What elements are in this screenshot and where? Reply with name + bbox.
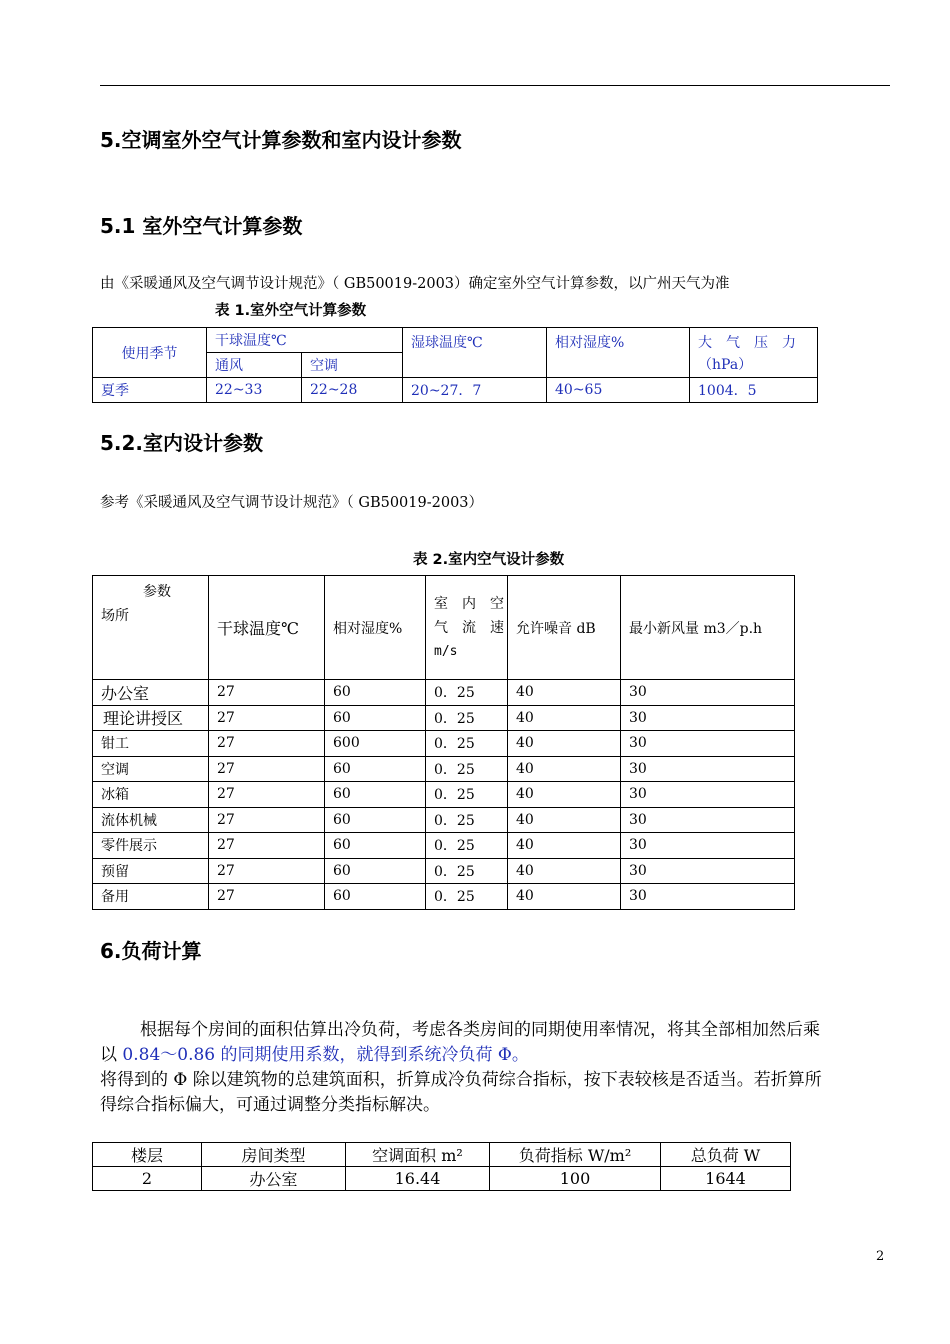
table-2-indoor-params	[92, 575, 795, 910]
cell-rh: 60	[325, 858, 426, 884]
cell-rh: 600	[325, 731, 426, 757]
cell-rh: 60	[325, 782, 426, 808]
table-row	[93, 807, 795, 833]
cell-air: 30	[621, 807, 795, 833]
header-dry-bulb: 干球温度℃	[209, 576, 325, 680]
cell-air: 30	[621, 833, 795, 859]
header-ac-area: 空调面积 m²	[346, 1143, 490, 1167]
header-airspeed-unit: m/s	[434, 643, 458, 659]
table-2-caption: 表 2.室内空气设计参数	[413, 552, 565, 568]
table-row	[93, 731, 795, 757]
cell-place: 空调	[93, 756, 209, 782]
cell-speed: 0．25	[426, 731, 508, 757]
cell-noise: 40	[508, 858, 621, 884]
cell-air: 30	[621, 680, 795, 706]
cell-noise: 40	[508, 807, 621, 833]
table-row	[93, 378, 818, 403]
section-6-p1-line2	[100, 1043, 890, 1068]
cell-temp: 27	[209, 858, 325, 884]
cell-place: 零件展示	[93, 833, 209, 859]
cell-ventilation: 22~33	[207, 378, 302, 403]
table-1-caption: 表 1.室外空气计算参数	[215, 303, 367, 319]
section-6-title: 6.负荷计算	[100, 939, 202, 963]
cell-temp: 27	[209, 807, 325, 833]
header-dry-bulb: 干球温度℃	[207, 328, 403, 353]
cell-noise: 40	[508, 756, 621, 782]
header-pressure-line2: （hPa）	[698, 357, 753, 373]
header-room-type: 房间类型	[202, 1143, 346, 1167]
cell-temp: 27	[209, 731, 325, 757]
cell-floor: 2	[93, 1167, 202, 1191]
cell-temp: 27	[209, 680, 325, 706]
cell-place: 冰箱	[93, 782, 209, 808]
cell-rh: 60	[325, 833, 426, 859]
table-row	[93, 1167, 791, 1191]
cell-load-index: 100	[490, 1167, 661, 1191]
header-ac: 空调	[302, 353, 403, 378]
section-6-p1-line1: 根据每个房间的面积估算出冷负荷，考虑各类房间的同期使用率情况，将其全部相加然后乘	[140, 1020, 820, 1040]
cell-place: 预留	[93, 858, 209, 884]
cell-place: 流体机械	[93, 807, 209, 833]
cell-speed: 0．25	[426, 680, 508, 706]
header-pressure	[690, 328, 818, 378]
section-6-body	[100, 1018, 890, 1118]
header-airspeed-line2: 气 流 速	[434, 619, 504, 636]
table-row	[93, 858, 795, 884]
cell-speed: 0．25	[426, 756, 508, 782]
table-1-outdoor-params	[92, 327, 818, 403]
header-humidity: 相对湿度%	[547, 328, 690, 378]
cell-air: 30	[621, 731, 795, 757]
cell-air: 30	[621, 884, 795, 910]
section-5-2-reference: 参考《采暖通风及空气调节设计规范》（ GB50019-2003）	[100, 495, 484, 511]
cell-speed: 0．25	[426, 858, 508, 884]
cell-place: 备用	[93, 884, 209, 910]
section-6-p1-line2-prefix: 以	[100, 1045, 117, 1065]
cell-rh: 60	[325, 756, 426, 782]
section-6-p2-line2: 得综合指标偏大，可通过调整分类指标解决。	[100, 1095, 440, 1115]
cell-noise: 40	[508, 731, 621, 757]
cell-rh: 60	[325, 884, 426, 910]
cell-room-type: 办公室	[202, 1167, 346, 1191]
section-5-2-title: 5.2.室内设计参数	[100, 431, 264, 455]
section-5-1-title: 5.1 室外空气计算参数	[100, 214, 303, 238]
table-row	[93, 756, 795, 782]
header-load-index: 负荷指标 W/m²	[490, 1143, 661, 1167]
section-5-title: 5.空调室外空气计算参数和室内设计参数	[100, 128, 462, 152]
header-fresh-air: 最小新风量 m3／p.h	[621, 576, 795, 680]
cell-noise: 40	[508, 705, 621, 731]
header-season: 使用季节	[93, 328, 207, 378]
cell-temp: 27	[209, 782, 325, 808]
cell-rh: 60	[325, 680, 426, 706]
cell-air: 30	[621, 756, 795, 782]
table-row	[93, 884, 795, 910]
header-place: 场所	[101, 608, 129, 624]
table-row	[93, 833, 795, 859]
cell-season: 夏季	[93, 378, 207, 403]
table-row	[93, 705, 795, 731]
header-param-place	[93, 576, 209, 680]
section-6-p1-line2-highlight: 0.84～0.86 的同期使用系数，就得到系统冷负荷 Φ。	[117, 1045, 529, 1065]
cell-place: 理论讲授区	[93, 705, 209, 731]
cell-air: 30	[621, 782, 795, 808]
page-number: 2	[876, 1249, 885, 1264]
cell-rh: 60	[325, 705, 426, 731]
cell-ac: 22~28	[302, 378, 403, 403]
header-ventilation: 通风	[207, 353, 302, 378]
section-6-p2-line1: 将得到的 Φ 除以建筑物的总建筑面积，折算成冷负荷综合指标，按下表较核是否适当。若折算所	[100, 1070, 822, 1090]
header-airspeed	[426, 576, 508, 680]
cell-speed: 0．25	[426, 705, 508, 731]
table-row	[93, 782, 795, 808]
table-3-load-calc	[92, 1142, 791, 1191]
cell-noise: 40	[508, 884, 621, 910]
cell-total-load: 1644	[661, 1167, 791, 1191]
cell-noise: 40	[508, 833, 621, 859]
cell-humidity: 40~65	[547, 378, 690, 403]
header-airspeed-line1: 室 内 空	[434, 595, 504, 612]
cell-temp: 27	[209, 833, 325, 859]
cell-ac-area: 16.44	[346, 1167, 490, 1191]
cell-pressure: 1004．5	[690, 378, 818, 403]
cell-rh: 60	[325, 807, 426, 833]
cell-air: 30	[621, 858, 795, 884]
header-floor: 楼层	[93, 1143, 202, 1167]
section-5-1-intro: 由《采暖通风及空气调节设计规范》（ GB50019-2003）确定室外空气计算参数，以广州天气为准	[100, 276, 730, 292]
header-pressure-line1: 大 气 压 力	[698, 335, 797, 351]
header-rule	[100, 85, 890, 86]
header-param: 参数	[143, 584, 171, 600]
cell-place: 钳工	[93, 731, 209, 757]
cell-noise: 40	[508, 680, 621, 706]
cell-air: 30	[621, 705, 795, 731]
table-row	[93, 680, 795, 706]
header-total-load: 总负荷 W	[661, 1143, 791, 1167]
cell-temp: 27	[209, 884, 325, 910]
cell-speed: 0．25	[426, 782, 508, 808]
cell-wet-bulb: 20~27．7	[403, 378, 547, 403]
cell-temp: 27	[209, 705, 325, 731]
cell-speed: 0．25	[426, 807, 508, 833]
cell-speed: 0．25	[426, 884, 508, 910]
header-humidity: 相对湿度%	[325, 576, 426, 680]
header-wet-bulb: 湿球温度℃	[403, 328, 547, 378]
cell-noise: 40	[508, 782, 621, 808]
cell-temp: 27	[209, 756, 325, 782]
cell-speed: 0．25	[426, 833, 508, 859]
cell-place: 办公室	[93, 680, 209, 706]
header-noise: 允许噪音 dB	[508, 576, 621, 680]
